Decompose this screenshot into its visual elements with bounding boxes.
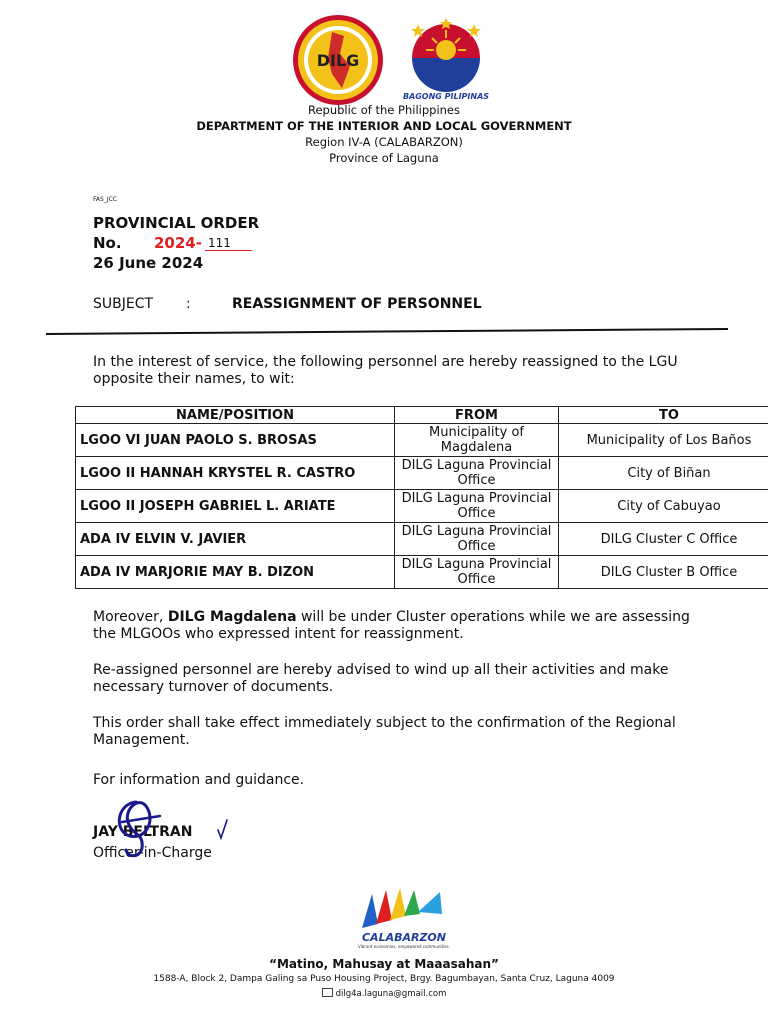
order-number-sequence: 111 xyxy=(205,236,252,251)
cell-to: Municipality of Los Baños xyxy=(559,424,768,457)
header-from: FROM xyxy=(395,407,559,424)
effectivity-paragraph: This order shall take effect immediately subject to the confirmation of the Regional Management. xyxy=(93,715,676,748)
intro-paragraph: In the interest of service, the following personnel are hereby reassigned to the LGU opposite their names, to wit: xyxy=(93,354,678,387)
table-row xyxy=(76,556,768,589)
cell-to: City of Biñan xyxy=(559,457,768,490)
personnel-table xyxy=(75,406,768,589)
cell-to: DILG Cluster B Office xyxy=(559,556,768,589)
bagong-pilipinas-logo xyxy=(398,16,494,102)
footer-motto: “Matino, Mahusay at Maaasahan” xyxy=(269,957,499,971)
footer-address: 1588-A, Block 2, Dampa Galing sa Puso Housing Project, Brgy. Bagumbayan, Santa Cruz, Laguna 4009 xyxy=(153,974,615,984)
moreover-highlight: DILG Magdalena xyxy=(167,609,297,625)
subject-divider xyxy=(46,320,728,344)
header-name-position: NAME/POSITION xyxy=(76,407,395,424)
cell-from: Municipality of Magdalena xyxy=(395,424,559,457)
signature-mark xyxy=(106,792,176,862)
cell-from: DILG Laguna Provincial Office xyxy=(395,523,559,556)
reassigned-paragraph: Re-assigned personnel are hereby advised to wind up all their activities and make necessary turnover of documents. xyxy=(93,662,669,695)
calabarzon-logo-text: CALABARZON xyxy=(361,931,446,944)
moreover-text-end: will be under Cluster operations while we are assessing the MLGOOs who expressed intent for reassignment. xyxy=(93,609,690,642)
department-line: DEPARTMENT OF THE INTERIOR AND LOCAL GOVERNMENT xyxy=(196,119,572,133)
reference-code: FAS_JCC xyxy=(93,196,117,203)
order-number-label: No. xyxy=(93,234,122,252)
cell-name: ADA IV ELVIN V. JAVIER xyxy=(76,523,395,556)
table-row xyxy=(76,457,768,490)
calabarzon-logo xyxy=(356,884,446,936)
subject-colon: : xyxy=(186,296,191,312)
moreover-paragraph xyxy=(93,609,693,643)
bagong-pilipinas-text: BAGONG PILIPINAS xyxy=(402,92,490,101)
footer-email xyxy=(0,988,768,999)
cell-from: DILG Laguna Provincial Office xyxy=(395,556,559,589)
table-header-row xyxy=(76,407,768,424)
calabarzon-tagline: Vibrant economies, empowered communities. xyxy=(358,944,450,949)
cell-name: ADA IV MARJORIE MAY B. DIZON xyxy=(76,556,395,589)
initial-mark xyxy=(215,818,229,840)
subject-label: SUBJECT xyxy=(93,296,154,312)
province-line: Province of Laguna xyxy=(329,151,439,165)
region-line: Region IV-A (CALABARZON) xyxy=(305,135,463,149)
footer-email-text[interactable]: dilg4a.laguna@gmail.com xyxy=(335,989,447,999)
cell-from: DILG Laguna Provincial Office xyxy=(395,457,559,490)
guidance-paragraph: For information and guidance. xyxy=(93,772,305,788)
cell-name: LGOO VI JUAN PAOLO S. BROSAS xyxy=(76,424,395,457)
cell-from: DILG Laguna Provincial Office xyxy=(395,490,559,523)
signatory-name: JAY BELTRAN xyxy=(93,824,193,840)
table-row xyxy=(76,424,768,457)
order-title: PROVINCIAL ORDER xyxy=(93,214,260,232)
republic-line: Republic of the Philippines xyxy=(307,103,461,117)
header-to: TO xyxy=(559,407,768,424)
signatory-position: Officer-in-Charge xyxy=(93,845,212,861)
cell-to: City of Cabuyao xyxy=(559,490,768,523)
dilg-seal-logo xyxy=(292,14,384,106)
order-number-prefix: 2024- xyxy=(154,234,202,252)
moreover-text-start: Moreover, xyxy=(93,609,168,625)
cell-name: LGOO II JOSEPH GABRIEL L. ARIATE xyxy=(76,490,395,523)
mail-icon xyxy=(322,988,333,997)
cell-to: DILG Cluster C Office xyxy=(559,523,768,556)
cell-name: LGOO II HANNAH KRYSTEL R. CASTRO xyxy=(76,457,395,490)
subject-value: REASSIGNMENT OF PERSONNEL xyxy=(232,296,482,312)
svg-text:DILG: DILG xyxy=(316,51,360,70)
table-row xyxy=(76,523,768,556)
order-date: 26 June 2024 xyxy=(93,254,204,272)
table-row xyxy=(76,490,768,523)
